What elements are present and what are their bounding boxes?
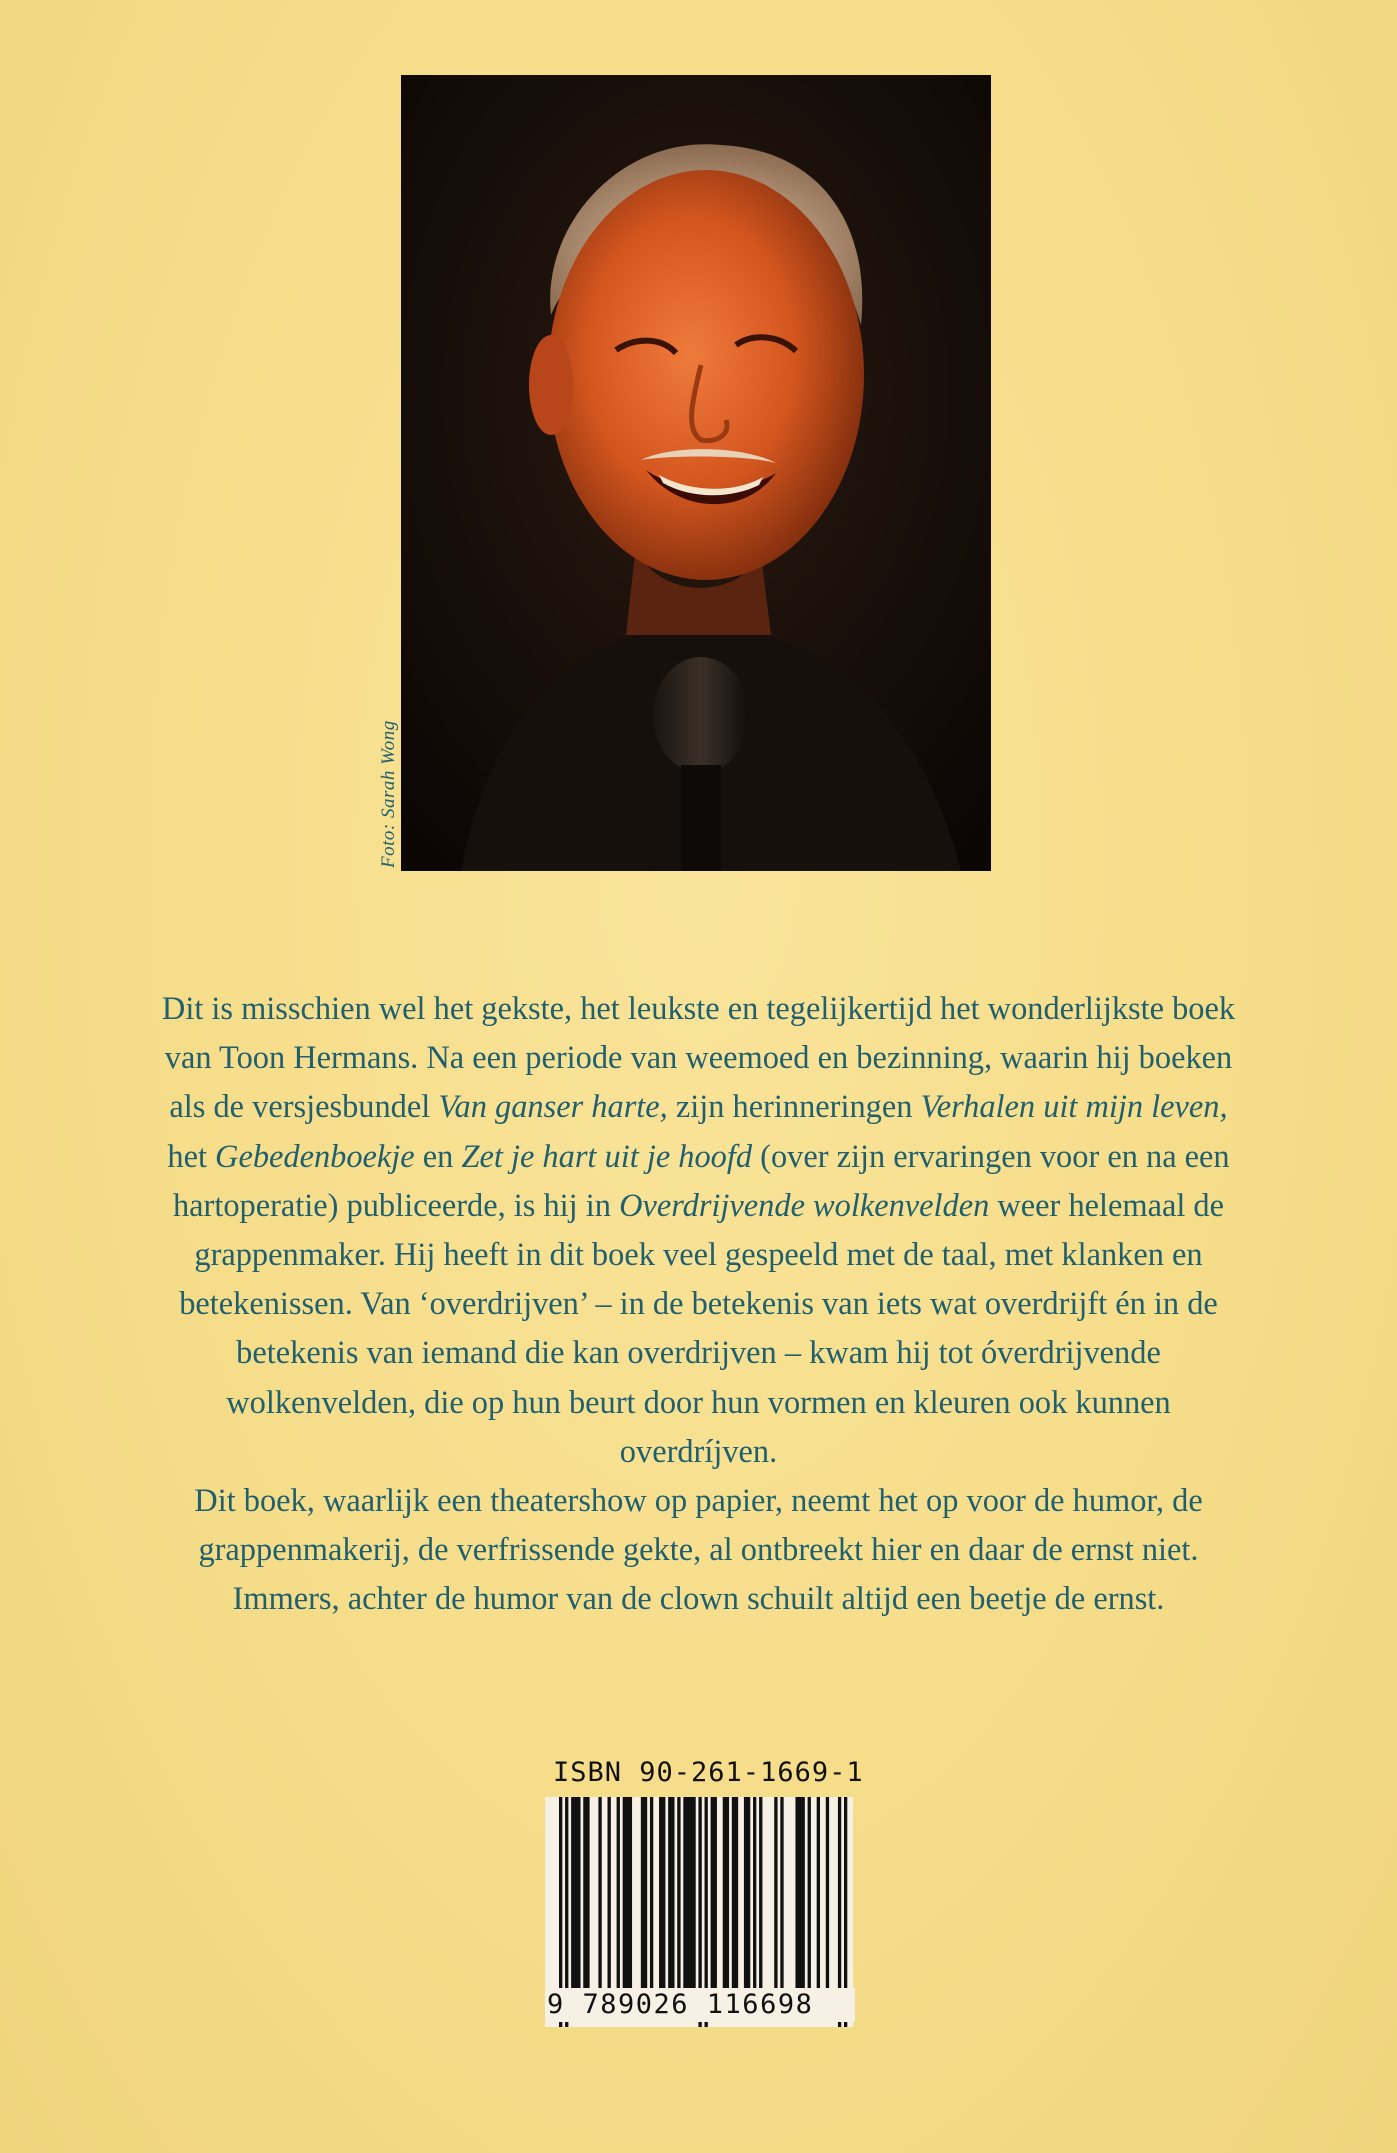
blurb-text: zijn herinneringen — [667, 1089, 921, 1126]
book-title-italic: Van ganser harte, — [438, 1089, 668, 1126]
barcode-bar — [723, 1797, 726, 1989]
barcode-bar — [759, 1797, 762, 1989]
barcode-bar — [644, 1797, 647, 1989]
barcode-bar — [711, 1797, 714, 1989]
blurb-text: Dit is misschien wel het gekste, het leukste en tegelijkertijd het wonderlijkste boek van Toon Hermans. Na een periode van weemoed en bezinning, waarin hij boeken als de versjesbundel — [161, 991, 1236, 1126]
barcode-bar — [598, 1797, 601, 1989]
book-title-italic: Zet je hart uit je hoofd — [461, 1138, 753, 1175]
barcode-bar — [641, 1797, 644, 1989]
barcode-bar — [577, 1797, 580, 1989]
barcode-bar — [583, 1797, 586, 1989]
blurb-paragraph-2: Dit boek, waarlijk een theatershow op papier, neemt het op voor de humor, de grappenmakerij, de verfrissende gekte, al ontbreekt hier en daar de ernst niet. Immers, achter de humor van de clown schuilt altijd een beetje de ernst. — [194, 1483, 1203, 1618]
barcode-bar — [817, 1797, 820, 1989]
barcode-bar — [626, 1797, 629, 1989]
blurb-text: weer helemaal de grappenmaker. Hij heeft in dit boek veel gespeeld met de taal, met klanken en betekenissen. Van ‘overdrijven’ – in de betekenis van iets wat overdrijft én in de betekenis van iemand die kan overdrijven – kwam hij tot óverdrijvende wolkenvelden, die op hun beurt door hun vormen en kleuren ook kunnen overdríjven. — [179, 1187, 1225, 1470]
barcode-bar — [677, 1797, 680, 1989]
barcode-bar — [686, 1797, 689, 1989]
barcode-bar — [650, 1797, 653, 1989]
barcode-bar — [744, 1797, 747, 1989]
back-cover-blurb — [150, 985, 1247, 1625]
blurb-text: het — [167, 1138, 216, 1175]
barcode-bar — [732, 1797, 735, 1989]
barcode-bar — [668, 1797, 671, 1989]
photo-credit: Foto: Sarah Wong — [378, 720, 399, 868]
book-title-italic: Verhalen uit mijn leven, — [920, 1089, 1228, 1126]
barcode-bar — [571, 1797, 574, 1989]
barcode-bar — [623, 1797, 626, 1989]
barcode-bar — [735, 1797, 738, 1989]
barcode-bar — [617, 1797, 620, 1989]
barcode-bar — [747, 1797, 750, 1989]
blurb-paragraph-1 — [150, 985, 1247, 1477]
barcode-bar — [671, 1797, 674, 1989]
isbn-barcode-block — [545, 1757, 864, 2057]
barcode-bar — [808, 1797, 811, 1989]
author-portrait-image — [401, 75, 991, 871]
barcode-bar — [683, 1797, 686, 1989]
book-title-italic: Gebedenboekje — [215, 1138, 415, 1175]
barcode-bar — [798, 1797, 801, 1989]
barcode-bar — [714, 1797, 717, 1989]
barcode-bar — [795, 1797, 798, 1989]
barcode-bar — [753, 1797, 756, 1989]
barcode-bar — [689, 1797, 692, 1989]
barcode-bar — [659, 1797, 662, 1989]
barcode-bar — [774, 1797, 777, 1989]
barcode-bar — [726, 1797, 729, 1989]
ean-digits: 9 789026 116698 — [545, 1988, 855, 2022]
isbn-label: ISBN 90-261-1669-1 — [553, 1757, 864, 1788]
barcode-bar — [629, 1797, 632, 1989]
barcode-bar — [780, 1797, 783, 1989]
barcode-bar — [608, 1797, 611, 1989]
barcode-bar — [802, 1797, 805, 1989]
barcode-bar — [574, 1797, 577, 1989]
author-photo — [401, 75, 991, 871]
barcode-bar — [586, 1797, 589, 1989]
barcode-bar — [692, 1797, 695, 1989]
barcode-bar — [826, 1797, 829, 1989]
barcode-bar — [662, 1797, 665, 1989]
book-title-italic: Overdrijvende wolkenvelden — [619, 1187, 990, 1224]
blurb-text: en — [414, 1138, 462, 1175]
blurb-text: (over zijn ervaringen voor en na een hartoperatie) publiceerde, is hij in — [172, 1138, 1230, 1224]
